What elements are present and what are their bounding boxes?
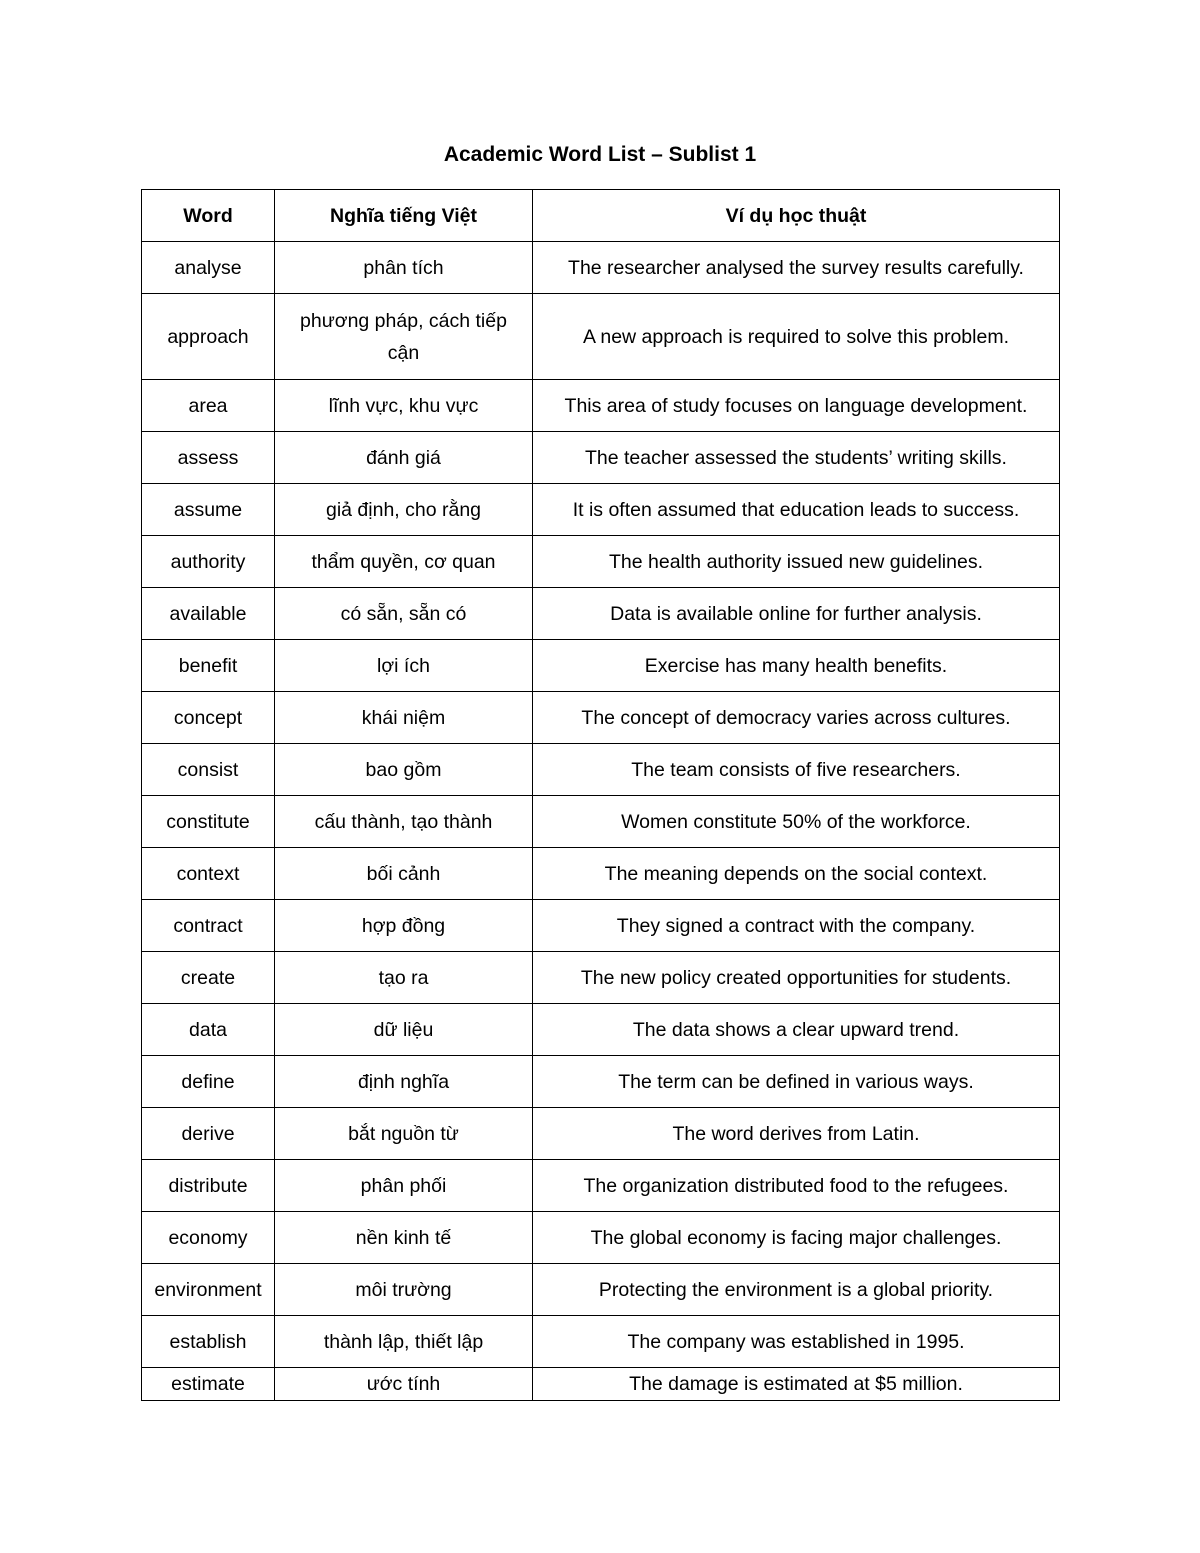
meaning-cell: thành lập, thiết lập [275,1316,533,1368]
page-title: Academic Word List – Sublist 1 [443,143,757,166]
word-cell: establish [142,1316,275,1368]
word-cell: concept [142,692,275,744]
meaning-cell: phương pháp, cách tiếp cận [275,294,533,380]
table-row [142,1108,1060,1160]
word-cell: contract [142,900,275,952]
table-row [142,380,1060,432]
meaning-cell: lĩnh vực, khu vực [275,380,533,432]
word-cell: create [142,952,275,1004]
example-cell: Data is available online for further analysis. [533,588,1060,640]
meaning-cell: ước tính [275,1368,533,1401]
word-cell: available [142,588,275,640]
meaning-cell: môi trường [275,1264,533,1316]
table-row [142,1004,1060,1056]
example-cell: The team consists of five researchers. [533,744,1060,796]
meaning-cell: có sẵn, sẵn có [275,588,533,640]
example-cell: The word derives from Latin. [533,1108,1060,1160]
table-row [142,1316,1060,1368]
table-row [142,1368,1060,1401]
example-cell: They signed a contract with the company. [533,900,1060,952]
header-meaning: Nghĩa tiếng Việt [275,190,533,242]
table-row [142,536,1060,588]
meaning-cell: hợp đồng [275,900,533,952]
example-cell: The teacher assessed the students’ writing skills. [533,432,1060,484]
word-cell: approach [142,294,275,380]
word-cell: economy [142,1212,275,1264]
table-row [142,692,1060,744]
header-word: Word [142,190,275,242]
example-cell: The damage is estimated at $5 million. [533,1368,1060,1401]
example-cell: The concept of democracy varies across cultures. [533,692,1060,744]
word-cell: define [142,1056,275,1108]
meaning-cell: khái niệm [275,692,533,744]
example-cell: The term can be defined in various ways. [533,1056,1060,1108]
table-row [142,484,1060,536]
header-example: Ví dụ học thuật [533,190,1060,242]
word-cell: context [142,848,275,900]
table-row [142,294,1060,380]
example-cell: The new policy created opportunities for students. [533,952,1060,1004]
vocabulary-table [141,189,1060,1401]
meaning-cell: bao gồm [275,744,533,796]
word-cell: authority [142,536,275,588]
example-cell: Exercise has many health benefits. [533,640,1060,692]
example-cell: This area of study focuses on language development. [533,380,1060,432]
example-cell: The data shows a clear upward trend. [533,1004,1060,1056]
example-cell: The meaning depends on the social context. [533,848,1060,900]
meaning-cell: bắt nguồn từ [275,1108,533,1160]
meaning-cell: thẩm quyền, cơ quan [275,536,533,588]
meaning-cell: dữ liệu [275,1004,533,1056]
example-cell: A new approach is required to solve this problem. [533,294,1060,380]
word-cell: assess [142,432,275,484]
word-cell: constitute [142,796,275,848]
example-cell: The company was established in 1995. [533,1316,1060,1368]
table-row [142,1056,1060,1108]
table-row [142,432,1060,484]
table-row [142,640,1060,692]
table-row [142,900,1060,952]
word-cell: consist [142,744,275,796]
meaning-cell: cấu thành, tạo thành [275,796,533,848]
word-cell: area [142,380,275,432]
example-cell: The global economy is facing major challenges. [533,1212,1060,1264]
word-cell: benefit [142,640,275,692]
table-header-row [142,190,1060,242]
word-cell: estimate [142,1368,275,1401]
table-row [142,952,1060,1004]
table-row [142,796,1060,848]
example-cell: The organization distributed food to the refugees. [533,1160,1060,1212]
table-row [142,848,1060,900]
word-cell: assume [142,484,275,536]
word-cell: environment [142,1264,275,1316]
example-cell: Women constitute 50% of the workforce. [533,796,1060,848]
table-row [142,588,1060,640]
word-cell: analyse [142,242,275,294]
meaning-cell: phân tích [275,242,533,294]
example-cell: It is often assumed that education leads to success. [533,484,1060,536]
meaning-cell: định nghĩa [275,1056,533,1108]
meaning-cell: đánh giá [275,432,533,484]
table-row [142,1264,1060,1316]
example-cell: The researcher analysed the survey results carefully. [533,242,1060,294]
meaning-cell: lợi ích [275,640,533,692]
example-cell: The health authority issued new guidelines. [533,536,1060,588]
meaning-cell: tạo ra [275,952,533,1004]
table-row [142,1212,1060,1264]
table-row [142,744,1060,796]
meaning-cell: nền kinh tế [275,1212,533,1264]
table-row [142,242,1060,294]
word-cell: distribute [142,1160,275,1212]
meaning-cell: phân phối [275,1160,533,1212]
word-cell: derive [142,1108,275,1160]
example-cell: Protecting the environment is a global priority. [533,1264,1060,1316]
table-row [142,1160,1060,1212]
meaning-cell: bối cảnh [275,848,533,900]
meaning-cell: giả định, cho rằng [275,484,533,536]
word-cell: data [142,1004,275,1056]
